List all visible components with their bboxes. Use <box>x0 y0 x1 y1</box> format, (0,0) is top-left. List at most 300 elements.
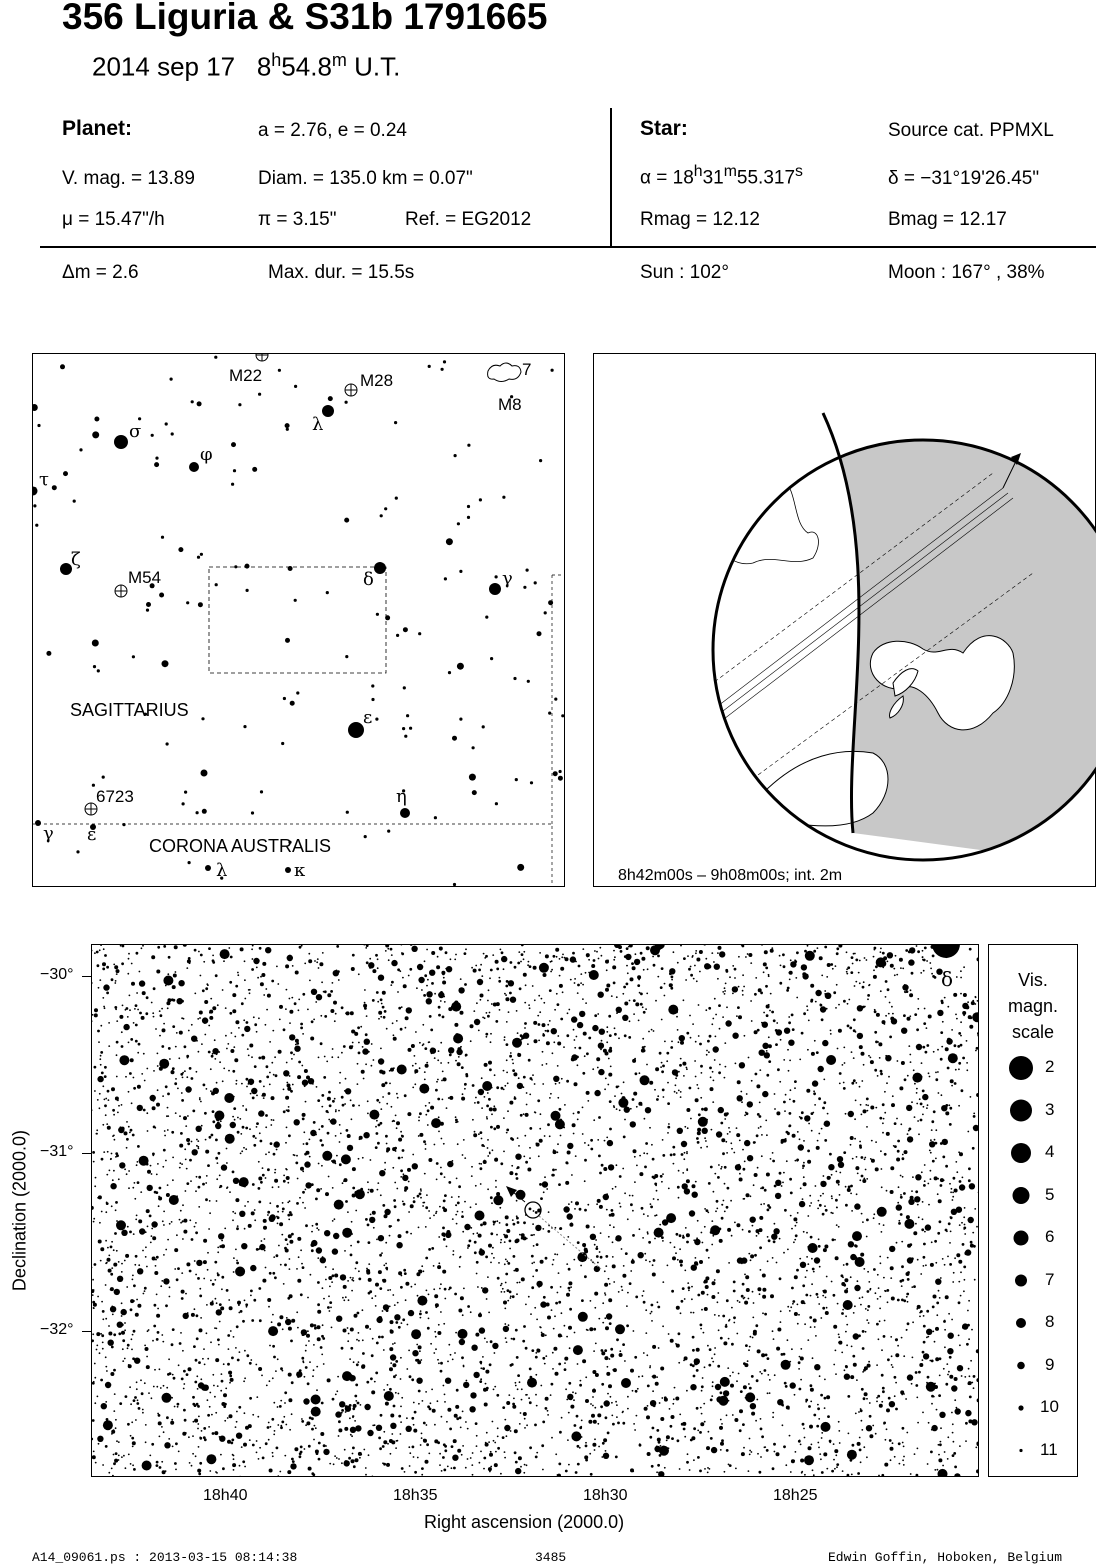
background-star <box>347 1145 353 1151</box>
background-star <box>358 1361 360 1363</box>
background-star <box>651 1029 653 1031</box>
globe-svg <box>593 353 1096 887</box>
background-star <box>146 1356 148 1358</box>
background-star <box>911 972 914 975</box>
background-star <box>794 1275 798 1279</box>
background-star <box>461 1356 464 1359</box>
background-star <box>385 1082 388 1085</box>
background-star <box>608 1298 612 1302</box>
background-star <box>532 1074 534 1076</box>
background-star <box>475 1422 478 1425</box>
background-star <box>722 1152 725 1155</box>
background-star <box>952 1423 954 1425</box>
background-star <box>111 1346 114 1349</box>
background-star <box>234 1119 236 1121</box>
background-star <box>345 1411 347 1413</box>
background-star <box>188 1030 190 1032</box>
background-star <box>762 1043 768 1049</box>
background-star <box>948 1313 950 1315</box>
background-star <box>545 1257 548 1260</box>
background-star <box>941 1001 944 1004</box>
background-star <box>153 1016 155 1018</box>
background-star <box>256 1095 258 1097</box>
background-star <box>350 1427 356 1433</box>
background-star <box>506 1059 508 1061</box>
background-star <box>835 1199 838 1202</box>
background-star <box>304 1069 308 1073</box>
background-star <box>867 1305 870 1308</box>
background-star <box>547 1410 549 1412</box>
background-star <box>352 1167 356 1171</box>
background-star <box>679 1234 682 1237</box>
background-star <box>741 1295 744 1298</box>
background-star <box>935 1279 941 1285</box>
background-star <box>260 982 264 986</box>
background-star <box>681 1141 687 1147</box>
background-star <box>222 989 224 991</box>
background-star <box>409 727 412 730</box>
background-star <box>94 1402 96 1404</box>
background-star <box>459 1339 465 1345</box>
background-star <box>928 1422 930 1424</box>
background-star <box>199 1295 202 1298</box>
background-star <box>569 1223 573 1227</box>
background-star <box>755 1420 757 1422</box>
background-star <box>133 1284 136 1287</box>
background-star <box>527 1043 529 1045</box>
background-star <box>178 980 184 986</box>
background-star <box>724 1042 726 1044</box>
background-star <box>366 1015 368 1017</box>
background-star <box>768 1206 771 1209</box>
background-star <box>419 1193 422 1196</box>
background-star <box>514 1429 518 1433</box>
background-star <box>444 1001 446 1003</box>
background-star <box>627 1408 629 1410</box>
background-star <box>924 1008 926 1010</box>
background-star <box>557 1151 559 1153</box>
background-star <box>557 1474 559 1476</box>
background-star <box>676 1092 678 1094</box>
background-star <box>288 1398 292 1402</box>
background-star <box>286 1127 288 1129</box>
background-star <box>364 989 366 991</box>
background-star <box>486 1012 488 1014</box>
background-star <box>437 1079 439 1081</box>
background-star <box>538 1155 540 1157</box>
background-star <box>285 1142 287 1144</box>
background-star <box>843 1284 846 1287</box>
background-star <box>747 1360 749 1362</box>
background-star <box>746 1093 748 1095</box>
background-star <box>472 1119 474 1121</box>
background-star <box>601 1040 603 1042</box>
background-star <box>829 1153 832 1156</box>
background-star <box>357 1402 360 1405</box>
background-star <box>765 1354 768 1357</box>
background-star <box>284 1455 286 1457</box>
background-star <box>110 1183 116 1189</box>
background-star <box>269 1380 271 1382</box>
background-star <box>330 990 333 993</box>
background-star <box>159 1368 161 1370</box>
background-star <box>111 1241 113 1243</box>
background-star <box>274 1172 276 1174</box>
background-star <box>378 1011 382 1015</box>
background-star <box>898 1220 900 1222</box>
background-star <box>474 1131 476 1133</box>
background-star <box>692 1023 694 1025</box>
background-star <box>452 1359 454 1361</box>
background-star <box>762 1288 766 1292</box>
background-star <box>739 1140 741 1142</box>
background-star <box>480 1163 482 1165</box>
background-star <box>558 1183 561 1186</box>
background-star <box>732 1414 734 1416</box>
background-star <box>181 1099 184 1102</box>
background-star <box>169 1058 171 1060</box>
background-star <box>256 1396 258 1398</box>
background-star <box>712 1281 716 1285</box>
background-star <box>649 1127 651 1129</box>
background-star <box>117 1112 119 1114</box>
background-star <box>785 1385 788 1388</box>
background-star <box>863 1178 865 1180</box>
background-star <box>644 1253 646 1255</box>
background-star <box>367 1181 369 1183</box>
background-star <box>301 1420 304 1423</box>
background-star <box>506 1229 510 1233</box>
background-star <box>216 1302 218 1304</box>
background-star <box>182 1350 184 1352</box>
background-star <box>198 1206 200 1208</box>
background-star <box>804 1115 810 1121</box>
background-star <box>160 1014 163 1017</box>
background-star <box>351 1279 353 1281</box>
background-star <box>212 1374 214 1376</box>
background-star <box>838 1336 840 1338</box>
background-star <box>743 1198 745 1200</box>
background-star <box>111 1433 113 1435</box>
background-star <box>751 1412 755 1416</box>
background-star <box>161 1045 164 1048</box>
background-star <box>490 1340 493 1343</box>
background-star <box>697 1430 699 1432</box>
background-star <box>107 1126 111 1130</box>
background-star <box>943 1368 945 1370</box>
background-star <box>283 697 286 700</box>
background-star <box>448 1097 450 1099</box>
background-star <box>724 1118 726 1120</box>
background-star <box>866 1126 868 1128</box>
background-star <box>350 1379 353 1382</box>
background-star <box>975 1050 977 1052</box>
background-star <box>598 1069 604 1075</box>
background-star <box>239 1465 241 1467</box>
background-star <box>948 1371 950 1373</box>
background-star <box>816 1051 819 1054</box>
background-star <box>124 1131 128 1135</box>
background-star <box>724 1211 726 1213</box>
background-star <box>738 956 740 958</box>
background-star <box>783 1353 786 1356</box>
background-star <box>741 1101 743 1103</box>
background-star <box>480 1224 483 1227</box>
background-star <box>336 945 339 948</box>
background-star <box>897 1150 900 1153</box>
background-star <box>181 1297 184 1300</box>
background-star <box>133 1077 135 1079</box>
background-star <box>129 1386 131 1388</box>
background-star <box>879 1256 881 1258</box>
background-star <box>853 1312 855 1314</box>
background-star <box>266 1065 269 1068</box>
background-star <box>431 1247 434 1250</box>
background-star <box>341 1052 343 1054</box>
background-star <box>645 1309 647 1311</box>
background-star <box>845 1315 847 1317</box>
background-star <box>424 960 426 962</box>
background-star <box>220 949 230 959</box>
background-star <box>556 993 558 995</box>
background-star <box>92 1455 96 1459</box>
background-star <box>535 1374 537 1376</box>
background-star <box>374 1381 376 1383</box>
background-star <box>95 1462 97 1464</box>
background-star <box>715 1210 717 1212</box>
background-star <box>94 1013 98 1017</box>
background-star <box>206 1454 216 1464</box>
time-system: U.T. <box>346 51 401 82</box>
background-star <box>91 1267 92 1269</box>
background-star <box>634 1058 636 1060</box>
background-star <box>392 1167 394 1169</box>
background-star <box>434 1331 436 1333</box>
background-star <box>394 1342 396 1344</box>
background-star <box>437 1359 439 1361</box>
background-star <box>861 1429 863 1431</box>
background-star <box>654 1228 664 1238</box>
background-star <box>408 1350 410 1352</box>
background-star <box>172 1157 174 1159</box>
background-star <box>650 1203 652 1205</box>
background-star <box>579 1208 582 1211</box>
background-star <box>403 627 408 632</box>
background-star <box>444 1394 446 1396</box>
background-star <box>838 1341 842 1345</box>
background-star <box>137 1161 139 1163</box>
background-star <box>79 448 82 451</box>
background-star <box>512 1059 514 1061</box>
background-star <box>533 966 537 970</box>
background-star <box>116 1041 119 1044</box>
background-star <box>359 1457 361 1459</box>
background-star <box>887 1257 889 1259</box>
background-star <box>196 1139 198 1141</box>
background-star <box>618 1037 620 1039</box>
background-star <box>885 1015 887 1017</box>
background-star <box>125 1076 127 1078</box>
background-star <box>291 1413 293 1415</box>
background-star <box>938 1290 940 1292</box>
background-star <box>972 1012 979 1022</box>
background-star <box>184 1045 187 1048</box>
background-star <box>347 1211 349 1213</box>
background-star <box>866 1398 868 1400</box>
background-star <box>494 1221 496 1223</box>
background-star <box>923 1022 926 1025</box>
background-star <box>696 980 698 982</box>
background-star <box>355 1261 358 1264</box>
background-star <box>851 1051 853 1053</box>
background-star <box>688 968 691 971</box>
background-star <box>887 961 889 963</box>
background-star <box>536 1452 538 1454</box>
background-star <box>410 1233 412 1235</box>
background-star <box>407 1324 409 1326</box>
background-star <box>790 959 792 961</box>
background-star <box>300 1249 302 1251</box>
background-star <box>946 1363 948 1365</box>
background-star <box>255 1364 257 1366</box>
background-star <box>891 1006 893 1008</box>
background-star <box>894 1456 896 1458</box>
background-star <box>832 1238 835 1241</box>
background-star <box>105 1356 107 1358</box>
background-star <box>875 1433 877 1435</box>
background-star <box>831 1174 833 1176</box>
background-star <box>358 1340 360 1342</box>
background-star <box>873 969 875 971</box>
background-star <box>362 1339 364 1341</box>
background-star <box>820 1458 822 1460</box>
background-star <box>512 1219 514 1221</box>
background-star <box>944 997 946 999</box>
background-star <box>601 1351 605 1355</box>
background-star <box>824 1139 827 1142</box>
background-star <box>568 1203 570 1205</box>
background-star <box>710 1225 720 1235</box>
background-star <box>968 1300 970 1302</box>
background-star <box>843 1087 846 1090</box>
background-star <box>214 1396 216 1398</box>
background-star <box>485 1442 487 1444</box>
background-star <box>268 1439 270 1441</box>
background-star <box>352 1447 355 1450</box>
background-star <box>327 1097 331 1101</box>
background-star <box>880 1150 882 1152</box>
background-star <box>934 1341 936 1343</box>
background-star <box>600 1232 602 1234</box>
background-star <box>675 1397 679 1401</box>
background-star <box>402 727 405 730</box>
background-star <box>534 1039 538 1043</box>
background-star <box>794 1080 797 1083</box>
background-star <box>656 1429 659 1432</box>
background-star <box>128 1454 130 1456</box>
background-star <box>163 1149 166 1152</box>
background-star <box>133 1087 136 1090</box>
background-star <box>672 1146 675 1149</box>
background-star <box>443 977 445 979</box>
planet-vmag: V. mag. = 13.89 <box>62 168 195 189</box>
background-star <box>683 1428 686 1431</box>
label-lambda: λ <box>312 414 324 435</box>
background-star <box>96 1133 98 1135</box>
background-star <box>660 1066 662 1068</box>
background-star <box>603 1049 607 1053</box>
background-star <box>619 1353 623 1357</box>
background-star <box>863 1369 866 1372</box>
info-divider <box>610 108 612 248</box>
background-star <box>113 1249 115 1251</box>
background-star <box>317 1257 319 1259</box>
background-star <box>972 1232 974 1234</box>
background-star <box>447 1466 449 1468</box>
background-star <box>175 1078 177 1080</box>
background-star <box>964 1233 966 1235</box>
background-star <box>530 1376 533 1379</box>
background-star <box>706 1249 709 1252</box>
background-star <box>215 583 218 586</box>
background-star <box>614 1095 616 1097</box>
background-star <box>540 1197 543 1200</box>
background-star <box>253 1299 256 1302</box>
background-star <box>690 974 693 977</box>
background-star <box>696 1263 699 1266</box>
background-star <box>712 1101 714 1103</box>
background-star <box>429 1217 431 1219</box>
background-star <box>351 1459 355 1463</box>
background-star <box>232 993 236 997</box>
background-star <box>842 1309 844 1311</box>
background-star <box>749 1387 752 1390</box>
background-star <box>254 1219 256 1221</box>
background-star <box>323 1298 325 1300</box>
background-star <box>258 1367 262 1371</box>
background-star <box>881 1474 884 1477</box>
background-star <box>505 1337 507 1339</box>
background-star <box>864 957 866 959</box>
background-star <box>906 1296 908 1298</box>
background-star <box>453 1441 455 1443</box>
background-star <box>460 1011 464 1015</box>
background-star <box>162 1028 166 1032</box>
background-star <box>358 973 360 975</box>
background-star <box>897 1060 899 1062</box>
background-star <box>321 1165 323 1167</box>
background-star <box>427 1109 430 1112</box>
background-star <box>869 1434 873 1438</box>
background-star <box>657 1199 659 1201</box>
background-star <box>853 953 855 955</box>
background-star <box>753 1184 755 1186</box>
background-star <box>819 1204 822 1207</box>
background-star <box>365 1474 367 1476</box>
background-star <box>443 1143 445 1145</box>
background-star <box>643 1301 646 1304</box>
background-star <box>845 1365 848 1368</box>
background-star <box>328 1295 330 1297</box>
background-star <box>128 1042 130 1044</box>
background-star <box>675 1343 677 1345</box>
background-star <box>616 1012 618 1014</box>
background-star <box>590 1234 596 1240</box>
background-star <box>322 1287 324 1289</box>
background-star <box>162 1341 164 1343</box>
background-star <box>853 1079 856 1082</box>
background-star <box>376 1132 379 1135</box>
